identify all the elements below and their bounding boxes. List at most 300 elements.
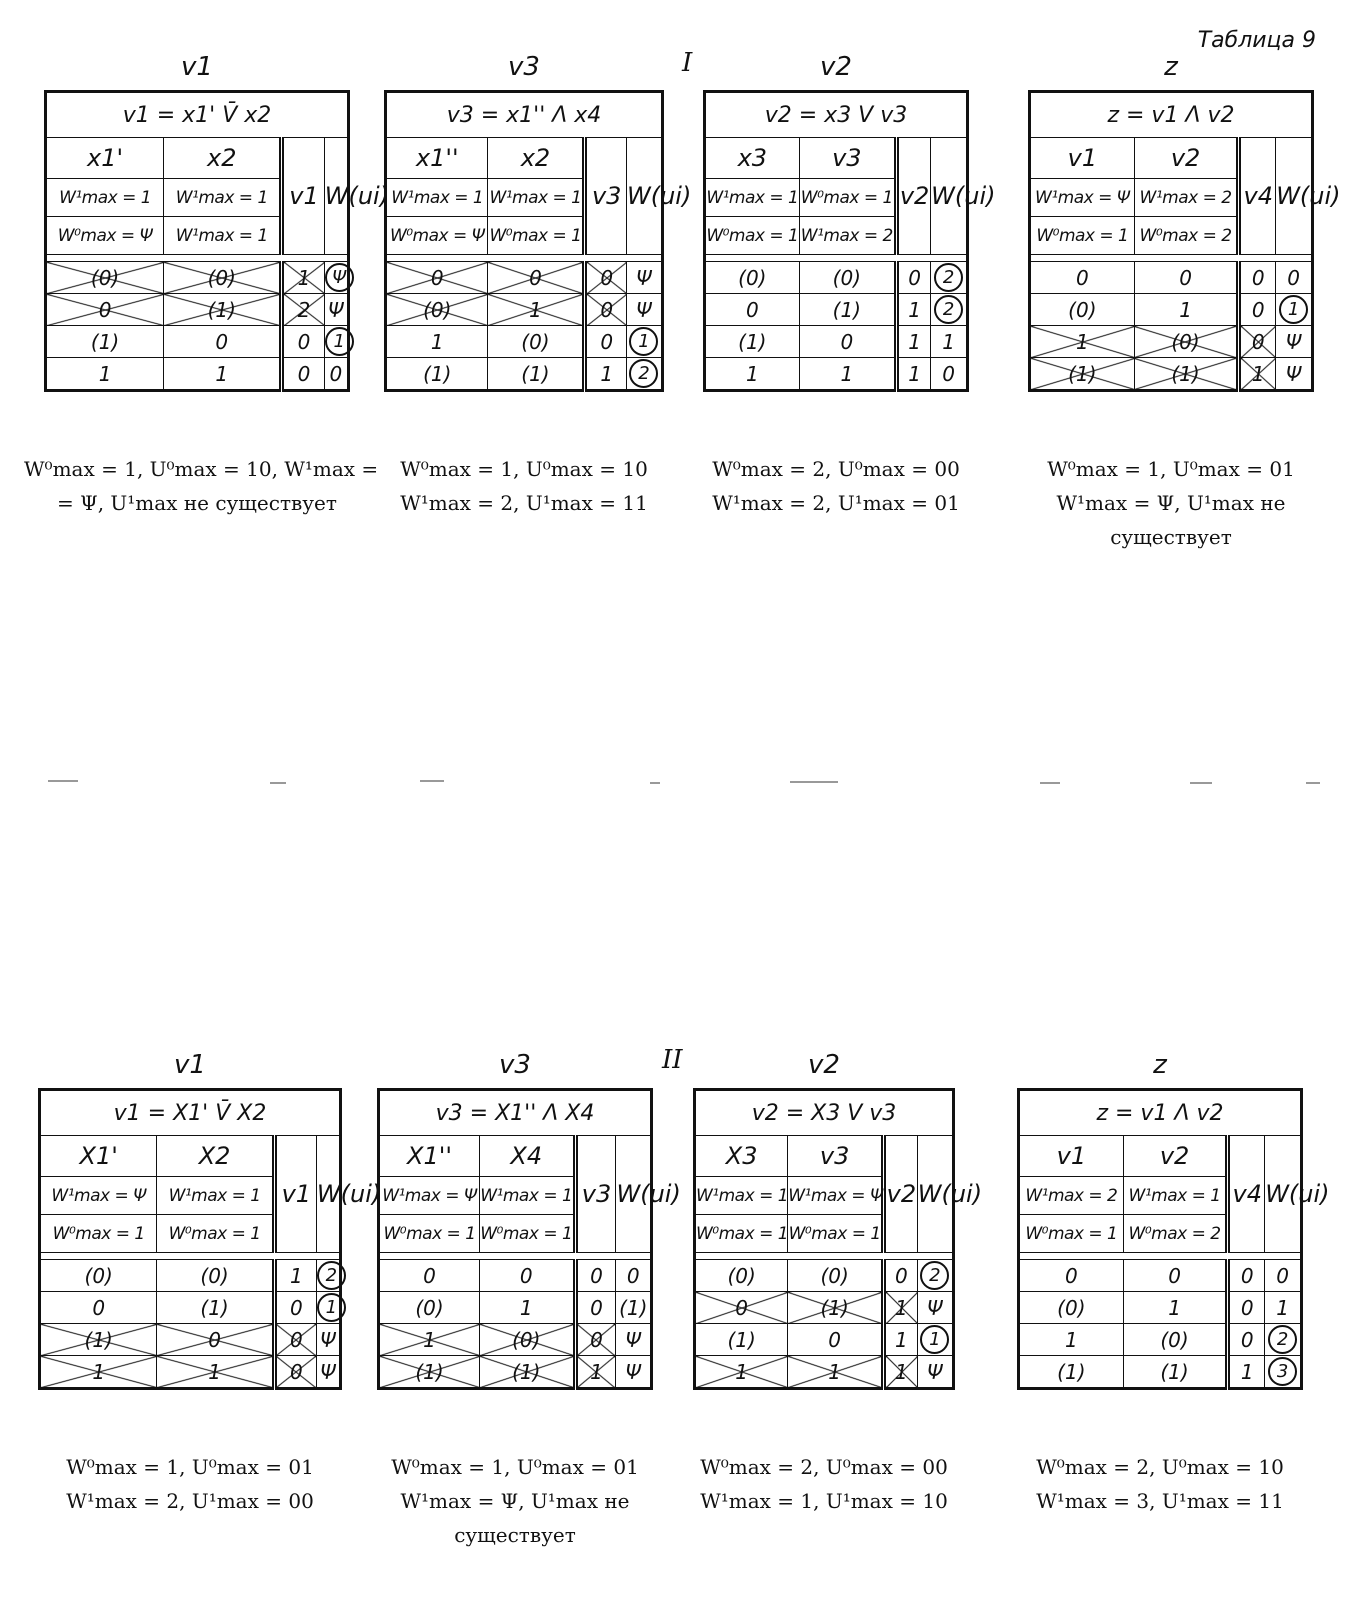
circled-value: 1 xyxy=(629,327,658,356)
truth-value-cell: 1 xyxy=(1228,1356,1265,1389)
weight-value-cell: 1 xyxy=(931,326,968,358)
truth-value-cell: 0 xyxy=(1228,1260,1265,1292)
truth-value-cell: (0) xyxy=(386,294,488,326)
truth-value-cell: 0 xyxy=(1239,262,1276,294)
truth-value-cell: (1) xyxy=(40,1324,157,1356)
caption-line: W¹max = 2, U¹max = 00 xyxy=(66,1489,314,1513)
truth-table xyxy=(693,1088,983,1390)
truth-value-cell: 0 xyxy=(274,1356,316,1389)
table-row xyxy=(705,326,968,358)
truth-table xyxy=(1017,1088,1330,1390)
scan-noise xyxy=(1190,782,1212,784)
table-row xyxy=(379,1324,652,1356)
weight-value-cell: Ψ xyxy=(616,1324,652,1356)
weight-limit-cell: W¹max = Ψ xyxy=(379,1177,480,1215)
table-row xyxy=(386,294,663,326)
header-separator xyxy=(379,1253,652,1260)
weight-limit-cell: W⁰max = 2 xyxy=(1134,217,1239,255)
table-row xyxy=(705,358,968,391)
block-title: v2 xyxy=(808,1050,840,1080)
input-variable-header: x2 xyxy=(488,138,585,179)
weight-value-cell: Ψ xyxy=(917,1356,953,1389)
weight-limit-cell: W⁰max = 1 xyxy=(1030,217,1135,255)
weight-limit-cell: W¹max = 2 xyxy=(1019,1177,1124,1215)
formula-cell: z = v1 Λ v2 xyxy=(1019,1090,1302,1136)
input-variable-header: v2 xyxy=(1123,1136,1228,1177)
scan-noise xyxy=(420,780,444,782)
truth-value-cell: 0 xyxy=(274,1292,316,1324)
weight-value-cell xyxy=(316,1292,340,1324)
output-variable-header: v4 xyxy=(1239,138,1276,255)
weight-value-cell xyxy=(316,1260,340,1292)
caption-line: W¹max = 2, U¹max = 01 xyxy=(712,491,960,515)
result-caption xyxy=(364,452,684,520)
formula-cell: v2 = x3 V v3 xyxy=(705,92,968,138)
formula-cell: v3 = X1'' Λ X4 xyxy=(379,1090,652,1136)
truth-value-cell: 0 xyxy=(1228,1292,1265,1324)
circled-value: 2 xyxy=(317,1261,346,1290)
truth-value-cell: (1) xyxy=(695,1324,788,1356)
table-row xyxy=(1030,326,1313,358)
weight-value-cell xyxy=(324,326,348,358)
truth-value-cell: 1 xyxy=(788,1356,884,1389)
weight-value-cell: Ψ xyxy=(626,262,662,294)
result-caption xyxy=(1008,452,1334,554)
input-variable-header: v2 xyxy=(1134,138,1239,179)
truth-value-cell: 0 xyxy=(585,326,627,358)
caption-line: W¹max = Ψ, U¹max не xyxy=(400,1489,630,1513)
truth-value-cell: 0 xyxy=(274,1324,316,1356)
circled-value: 2 xyxy=(629,359,658,388)
circled-value: 2 xyxy=(1268,1325,1297,1354)
weight-value-cell: 1 xyxy=(1265,1292,1302,1324)
truth-value-cell: (1) xyxy=(164,294,282,326)
weight-limit-cell: W¹max = 1 xyxy=(386,179,488,217)
truth-value-cell: 1 xyxy=(379,1324,480,1356)
weight-limit-cell: W¹max = 2 xyxy=(1134,179,1239,217)
table-row xyxy=(46,358,349,391)
circled-value: 2 xyxy=(920,1261,949,1290)
weight-value-cell xyxy=(626,358,662,391)
truth-value-cell: 0 xyxy=(1019,1260,1124,1292)
truth-value-cell: 0 xyxy=(884,1260,918,1292)
circled-value: 2 xyxy=(934,295,963,324)
truth-value-cell: 0 xyxy=(575,1324,616,1356)
caption-line: W⁰max = 2, U⁰max = 10 xyxy=(1036,1455,1284,1479)
weight-limit-cell: W¹max = Ψ xyxy=(40,1177,157,1215)
weight-column-header: W(ui) xyxy=(931,138,968,255)
formula-cell: v1 = X1' V̄ X2 xyxy=(40,1090,341,1136)
caption-line: W¹max = 2, U¹max = 11 xyxy=(400,491,648,515)
truth-value-cell: 1 xyxy=(695,1356,788,1389)
table-row xyxy=(386,358,663,391)
weight-value-cell: Ψ xyxy=(616,1356,652,1389)
circled-value: 2 xyxy=(934,263,963,292)
truth-value-cell: 0 xyxy=(480,1260,576,1292)
table-row xyxy=(695,1292,954,1324)
truth-value-cell: 1 xyxy=(46,358,164,391)
truth-value-cell: 0 xyxy=(379,1260,480,1292)
truth-value-cell: (1) xyxy=(799,294,896,326)
truth-value-cell: 0 xyxy=(799,326,896,358)
truth-table xyxy=(44,90,390,392)
truth-value-cell: 1 xyxy=(896,326,930,358)
weight-limit-cell: W⁰max = 1 xyxy=(1019,1215,1124,1253)
truth-value-cell: 1 xyxy=(1019,1324,1124,1356)
truth-value-cell: 1 xyxy=(884,1356,918,1389)
caption-line: W⁰max = 1, U⁰max = 10 xyxy=(400,457,648,481)
truth-value-cell: 0 xyxy=(282,326,324,358)
input-variable-header: X1'' xyxy=(379,1136,480,1177)
formula-cell: v3 = x1'' Λ x4 xyxy=(386,92,663,138)
truth-value-cell: (0) xyxy=(788,1260,884,1292)
truth-value-cell: 0 xyxy=(896,262,930,294)
result-caption xyxy=(24,452,379,520)
truth-value-cell: 0 xyxy=(488,262,585,294)
truth-value-cell: 0 xyxy=(1134,262,1239,294)
truth-table-block xyxy=(38,1050,382,1558)
weight-value-cell: 0 xyxy=(931,358,968,391)
table-row xyxy=(46,294,349,326)
weight-limit-cell: W⁰max = 1 xyxy=(799,179,896,217)
weight-column-header: W(ui) xyxy=(1265,1136,1302,1253)
table-row xyxy=(379,1292,652,1324)
truth-table-block xyxy=(703,52,996,560)
weight-limit-cell: W¹max = 1 xyxy=(488,179,585,217)
circled-value: 3 xyxy=(1268,1357,1297,1386)
truth-value-cell: 0 xyxy=(282,358,324,391)
truth-value-cell: (0) xyxy=(695,1260,788,1292)
table-row xyxy=(40,1324,341,1356)
truth-value-cell: 1 xyxy=(896,294,930,326)
table-row xyxy=(695,1260,954,1292)
header-separator xyxy=(705,255,968,262)
table-row xyxy=(705,262,968,294)
caption-line: существует xyxy=(1110,525,1232,549)
output-variable-header: v3 xyxy=(585,138,627,255)
truth-value-cell: (0) xyxy=(1030,294,1135,326)
truth-value-cell: (1) xyxy=(157,1292,274,1324)
section-label-1: I xyxy=(682,48,693,78)
truth-value-cell: 1 xyxy=(282,262,324,294)
header-separator xyxy=(1030,255,1313,262)
weight-value-cell xyxy=(931,262,968,294)
input-variable-header: v3 xyxy=(788,1136,884,1177)
input-variable-header: v3 xyxy=(799,138,896,179)
truth-table xyxy=(377,1088,681,1390)
input-variable-header: X4 xyxy=(480,1136,576,1177)
weight-column-header: W(ui) xyxy=(1276,138,1313,255)
header-separator xyxy=(695,1253,954,1260)
scan-noise xyxy=(790,781,838,783)
table-row xyxy=(386,326,663,358)
caption-line: W⁰max = 1, U⁰max = 10, W¹max = xyxy=(24,457,379,481)
truth-value-cell: 1 xyxy=(480,1292,576,1324)
table-row xyxy=(1019,1324,1302,1356)
weight-limit-cell: W¹max = 1 xyxy=(164,179,282,217)
truth-value-cell: (0) xyxy=(799,262,896,294)
truth-value-cell: (1) xyxy=(705,326,800,358)
weight-limit-cell: W¹max = Ψ xyxy=(1030,179,1135,217)
truth-value-cell: (0) xyxy=(40,1260,157,1292)
truth-value-cell: (0) xyxy=(1019,1292,1124,1324)
truth-value-cell: 0 xyxy=(1239,326,1276,358)
output-variable-header: v3 xyxy=(575,1136,616,1253)
table-row xyxy=(1030,262,1313,294)
caption-line: существует xyxy=(454,1523,576,1547)
weight-limit-cell: W¹max = 1 xyxy=(480,1177,576,1215)
truth-value-cell: (1) xyxy=(379,1356,480,1389)
circled-value: 1 xyxy=(325,327,354,356)
weight-value-cell: 0 xyxy=(1276,262,1313,294)
truth-value-cell: (1) xyxy=(488,358,585,391)
weight-limit-cell: W⁰max = 1 xyxy=(157,1215,274,1253)
truth-value-cell: 1 xyxy=(1239,358,1276,391)
truth-value-cell: 1 xyxy=(1134,294,1239,326)
truth-table xyxy=(38,1088,382,1390)
truth-value-cell: 1 xyxy=(884,1324,918,1356)
truth-value-cell: 0 xyxy=(575,1292,616,1324)
weight-column-header: W(ui) xyxy=(616,1136,652,1253)
weight-value-cell: Ψ xyxy=(917,1292,953,1324)
section-label-2: II xyxy=(662,1045,683,1075)
truth-table-block xyxy=(693,1050,983,1558)
truth-value-cell: (1) xyxy=(1123,1356,1228,1389)
weight-value-cell xyxy=(626,326,662,358)
weight-column-header: W(ui) xyxy=(626,138,662,255)
caption-line: W⁰max = 1, U⁰max = 01 xyxy=(1047,457,1295,481)
table-row xyxy=(46,326,349,358)
weight-limit-cell: W⁰max = 1 xyxy=(379,1215,480,1253)
block-title: v1 xyxy=(181,52,213,82)
truth-value-cell: (1) xyxy=(386,358,488,391)
input-variable-header: X2 xyxy=(157,1136,274,1177)
weight-value-cell xyxy=(1265,1324,1302,1356)
table-row xyxy=(40,1260,341,1292)
table-row xyxy=(695,1324,954,1356)
weight-limit-cell: W⁰max = 1 xyxy=(788,1215,884,1253)
truth-value-cell: (1) xyxy=(1019,1356,1124,1389)
header-separator xyxy=(46,255,349,262)
truth-value-cell: 0 xyxy=(40,1292,157,1324)
result-caption xyxy=(18,1450,362,1518)
result-caption xyxy=(357,1450,673,1552)
weight-value-cell xyxy=(931,294,968,326)
header-separator xyxy=(386,255,663,262)
weight-limit-cell: W⁰max = 1 xyxy=(695,1215,788,1253)
truth-value-cell: 0 xyxy=(157,1324,274,1356)
output-variable-header: v1 xyxy=(282,138,324,255)
weight-value-cell: Ψ xyxy=(324,294,348,326)
truth-value-cell: 0 xyxy=(705,294,800,326)
truth-value-cell: 1 xyxy=(1030,326,1135,358)
formula-cell: v1 = x1' V̄ x2 xyxy=(46,92,349,138)
truth-value-cell: (1) xyxy=(788,1292,884,1324)
input-variable-header: x1' xyxy=(46,138,164,179)
truth-table xyxy=(703,90,996,392)
output-variable-header: v4 xyxy=(1228,1136,1265,1253)
circled-value: Ψ xyxy=(325,263,354,292)
table-row xyxy=(379,1356,652,1389)
formula-cell: v2 = X3 V v3 xyxy=(695,1090,954,1136)
weight-value-cell: Ψ xyxy=(1276,358,1313,391)
table-row xyxy=(386,262,663,294)
result-caption xyxy=(683,452,989,520)
input-variable-header: v1 xyxy=(1030,138,1135,179)
weight-value-cell: (1) xyxy=(616,1292,652,1324)
output-variable-header: v2 xyxy=(896,138,930,255)
table-row xyxy=(1019,1292,1302,1324)
result-caption xyxy=(673,1450,975,1518)
truth-value-cell: (1) xyxy=(1030,358,1135,391)
weight-limit-cell: W⁰max = Ψ xyxy=(46,217,164,255)
truth-value-cell: 0 xyxy=(695,1292,788,1324)
truth-value-cell: (0) xyxy=(1123,1324,1228,1356)
truth-value-cell: (0) xyxy=(705,262,800,294)
weight-column-header: W(ui) xyxy=(324,138,348,255)
input-variable-header: x3 xyxy=(705,138,800,179)
truth-value-cell: 0 xyxy=(1123,1260,1228,1292)
weight-limit-cell: W¹max = Ψ xyxy=(788,1177,884,1215)
truth-value-cell: 1 xyxy=(40,1356,157,1389)
truth-value-cell: 2 xyxy=(282,294,324,326)
table-row xyxy=(40,1356,341,1389)
truth-table xyxy=(1028,90,1341,392)
block-title: v1 xyxy=(174,1050,206,1080)
block-title: v3 xyxy=(499,1050,531,1080)
scan-noise xyxy=(650,782,660,784)
caption-line: W⁰max = 1, U⁰max = 01 xyxy=(66,1455,314,1479)
table-number-label: Таблица 9 xyxy=(1197,28,1316,53)
truth-value-cell: 1 xyxy=(386,326,488,358)
truth-value-cell: 1 xyxy=(157,1356,274,1389)
weight-limit-cell: W¹max = 2 xyxy=(799,217,896,255)
truth-value-cell: (1) xyxy=(1134,358,1239,391)
truth-value-cell: (0) xyxy=(488,326,585,358)
input-variable-header: X3 xyxy=(695,1136,788,1177)
weight-limit-cell: W⁰max = 1 xyxy=(480,1215,576,1253)
truth-value-cell: 1 xyxy=(585,358,627,391)
output-variable-header: v2 xyxy=(884,1136,918,1253)
truth-value-cell: 0 xyxy=(1239,294,1276,326)
input-variable-header: x2 xyxy=(164,138,282,179)
weight-value-cell: 0 xyxy=(324,358,348,391)
weight-value-cell xyxy=(324,262,348,294)
weight-limit-cell: W⁰max = 1 xyxy=(40,1215,157,1253)
caption-line: W⁰max = 2, U⁰max = 00 xyxy=(712,457,960,481)
weight-value-cell xyxy=(917,1260,953,1292)
scan-noise xyxy=(270,782,286,784)
truth-value-cell: 1 xyxy=(705,358,800,391)
truth-value-cell: 0 xyxy=(164,326,282,358)
truth-table-block xyxy=(24,52,390,560)
caption-line: W¹max = Ψ, U¹max не xyxy=(1056,491,1286,515)
table-row xyxy=(695,1356,954,1389)
scan-noise xyxy=(1040,782,1060,784)
weight-limit-cell: W¹max = 1 xyxy=(157,1177,274,1215)
truth-value-cell: (0) xyxy=(480,1324,576,1356)
caption-line: W⁰max = 1, U⁰max = 01 xyxy=(391,1455,639,1479)
table-row xyxy=(705,294,968,326)
circled-value: 1 xyxy=(317,1293,346,1322)
output-variable-header: v1 xyxy=(274,1136,316,1253)
table-row xyxy=(40,1292,341,1324)
circled-value: 1 xyxy=(920,1325,949,1354)
truth-value-cell: 1 xyxy=(164,358,282,391)
truth-value-cell: 0 xyxy=(1228,1324,1265,1356)
truth-value-cell: (0) xyxy=(164,262,282,294)
weight-value-cell: 0 xyxy=(1265,1260,1302,1292)
truth-table-block xyxy=(384,52,692,560)
weight-value-cell: Ψ xyxy=(316,1356,340,1389)
table-row xyxy=(1019,1356,1302,1389)
caption-line: W⁰max = 2, U⁰max = 00 xyxy=(700,1455,948,1479)
weight-limit-cell: W⁰max = 2 xyxy=(1123,1215,1228,1253)
truth-value-cell: 0 xyxy=(386,262,488,294)
weight-limit-cell: W¹max = 1 xyxy=(164,217,282,255)
truth-value-cell: 0 xyxy=(585,262,627,294)
truth-value-cell: 1 xyxy=(575,1356,616,1389)
truth-value-cell: 0 xyxy=(1030,262,1135,294)
table-row xyxy=(1030,358,1313,391)
weight-value-cell xyxy=(1265,1356,1302,1389)
weight-value-cell xyxy=(917,1324,953,1356)
block-title: v3 xyxy=(508,52,540,82)
block-title: z xyxy=(1153,1050,1167,1080)
weight-limit-cell: W¹max = 1 xyxy=(695,1177,788,1215)
weight-value-cell: 0 xyxy=(616,1260,652,1292)
weight-limit-cell: W¹max = 1 xyxy=(46,179,164,217)
truth-value-cell: (0) xyxy=(1134,326,1239,358)
scan-noise xyxy=(1306,782,1320,784)
formula-cell: z = v1 Λ v2 xyxy=(1030,92,1313,138)
weight-limit-cell: W⁰max = Ψ xyxy=(386,217,488,255)
truth-table-block xyxy=(1017,1050,1330,1558)
weight-limit-cell: W¹max = 1 xyxy=(1123,1177,1228,1215)
header-separator xyxy=(1019,1253,1302,1260)
weight-limit-cell: W¹max = 1 xyxy=(705,179,800,217)
table-row xyxy=(46,262,349,294)
scan-noise xyxy=(48,780,78,782)
truth-value-cell: (1) xyxy=(46,326,164,358)
input-variable-header: X1' xyxy=(40,1136,157,1177)
truth-value-cell: 1 xyxy=(799,358,896,391)
block-title: z xyxy=(1164,52,1178,82)
input-variable-header: v1 xyxy=(1019,1136,1124,1177)
circled-value: 1 xyxy=(1279,295,1308,324)
truth-table-block xyxy=(1028,52,1341,560)
weight-value-cell: Ψ xyxy=(1276,326,1313,358)
caption-line: = Ψ, U¹max не существует xyxy=(57,491,337,515)
table-row xyxy=(379,1260,652,1292)
input-variable-header: x1'' xyxy=(386,138,488,179)
truth-value-cell: 1 xyxy=(274,1260,316,1292)
block-title: v2 xyxy=(820,52,852,82)
truth-value-cell: 0 xyxy=(46,294,164,326)
weight-value-cell xyxy=(1276,294,1313,326)
truth-table xyxy=(384,90,692,392)
truth-value-cell: (0) xyxy=(46,262,164,294)
truth-value-cell: (1) xyxy=(480,1356,576,1389)
truth-value-cell: 0 xyxy=(788,1324,884,1356)
table-row xyxy=(1030,294,1313,326)
truth-value-cell: 0 xyxy=(585,294,627,326)
weight-column-header: W(ui) xyxy=(917,1136,953,1253)
table-row xyxy=(1019,1260,1302,1292)
weight-value-cell: Ψ xyxy=(316,1324,340,1356)
result-caption xyxy=(997,1450,1323,1518)
weight-limit-cell: W⁰max = 1 xyxy=(488,217,585,255)
